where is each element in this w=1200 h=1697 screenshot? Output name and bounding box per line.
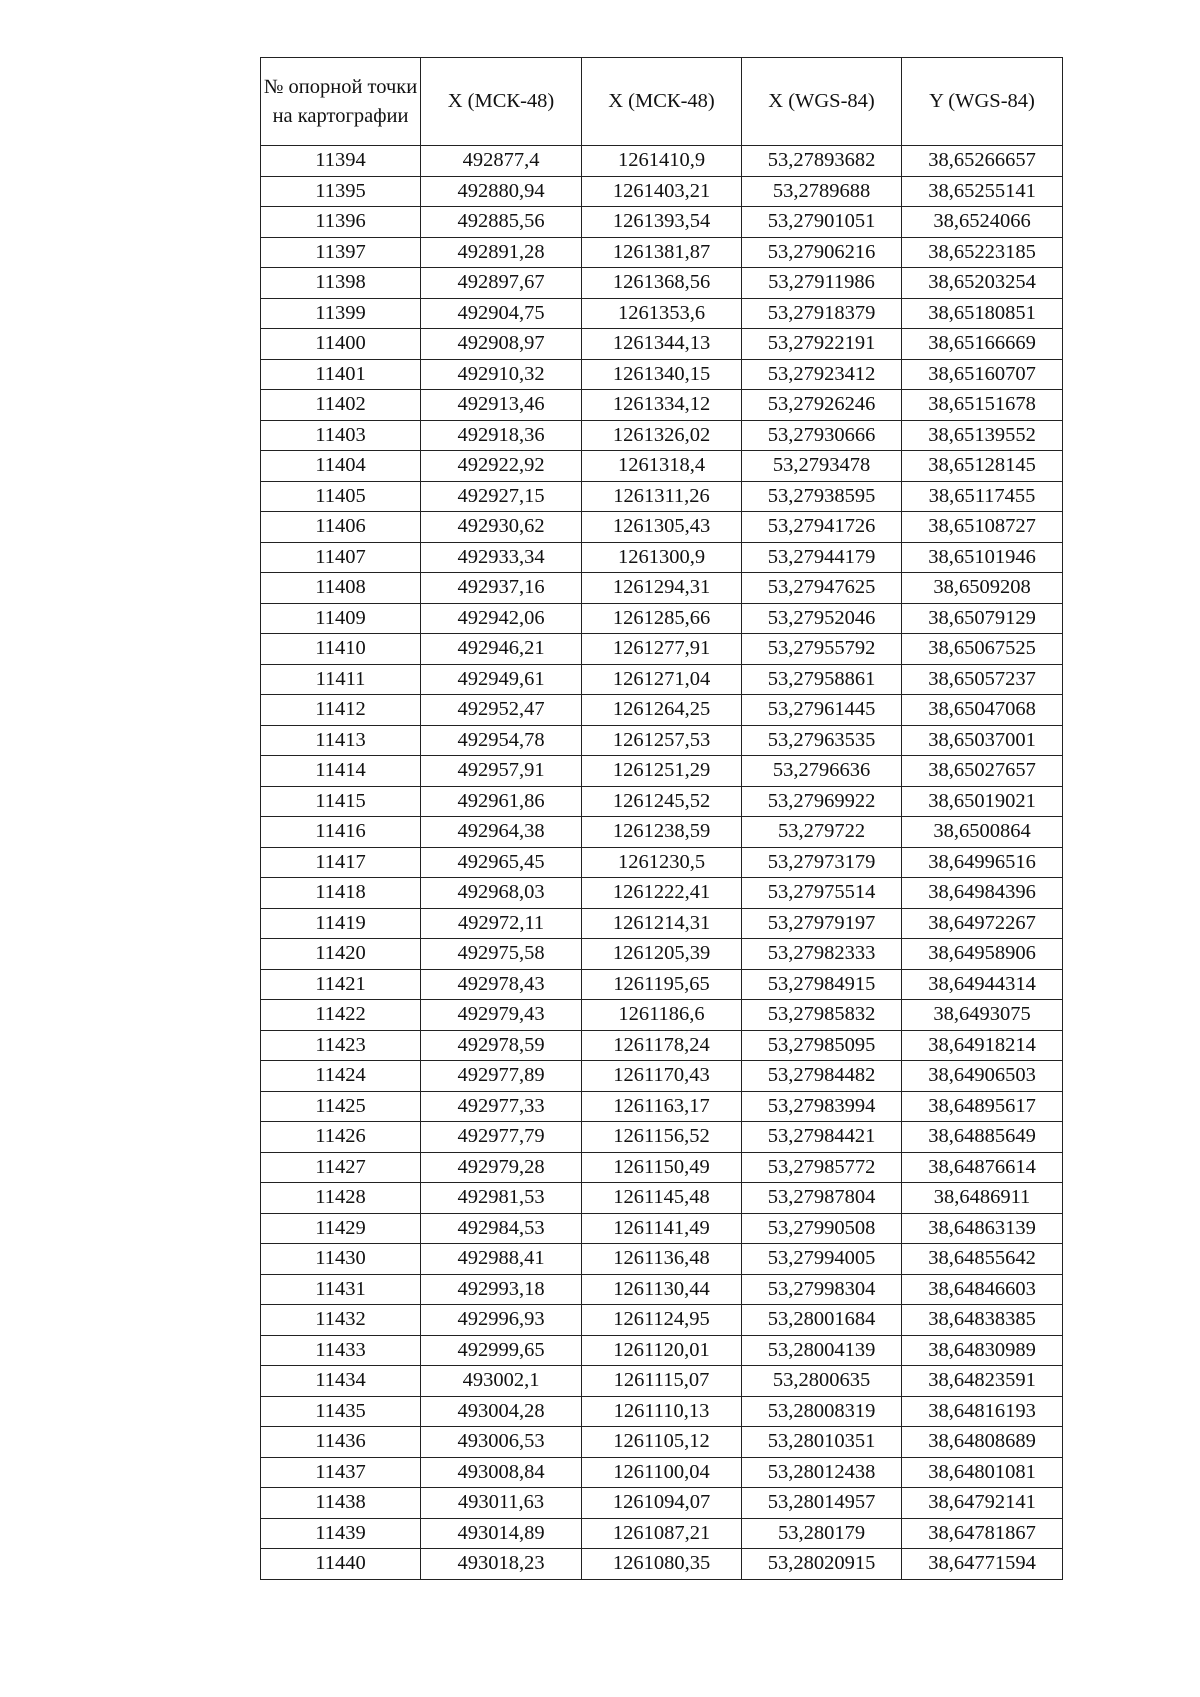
cell-point-number: 11407: [261, 542, 421, 573]
cell-x-wgs84: 53,28014957: [742, 1488, 902, 1519]
table-row: [261, 451, 1063, 482]
cell-x-msk48-second: 1261163,17: [582, 1091, 742, 1122]
cell-y-wgs84: 38,65037001: [902, 725, 1063, 756]
cell-y-wgs84: 38,6509208: [902, 573, 1063, 604]
cell-x-msk48: 492999,65: [421, 1335, 582, 1366]
cell-y-wgs84: 38,65180851: [902, 298, 1063, 329]
cell-x-msk48-second: 1261311,26: [582, 481, 742, 512]
cell-x-msk48-second: 1261178,24: [582, 1030, 742, 1061]
table-row: [261, 237, 1063, 268]
cell-x-wgs84: 53,27990508: [742, 1213, 902, 1244]
cell-point-number: 11431: [261, 1274, 421, 1305]
table-header-row: [261, 58, 1063, 146]
cell-y-wgs84: 38,65108727: [902, 512, 1063, 543]
cell-x-msk48: 492965,45: [421, 847, 582, 878]
cell-y-wgs84: 38,64895617: [902, 1091, 1063, 1122]
cell-x-wgs84: 53,2793478: [742, 451, 902, 482]
cell-x-msk48: 493004,28: [421, 1396, 582, 1427]
cell-x-msk48-second: 1261120,01: [582, 1335, 742, 1366]
table-row: [261, 359, 1063, 390]
cell-x-wgs84: 53,28004139: [742, 1335, 902, 1366]
table-row: [261, 756, 1063, 787]
cell-x-wgs84: 53,28010351: [742, 1427, 902, 1458]
table-row: [261, 1091, 1063, 1122]
table-row: [261, 390, 1063, 421]
cell-y-wgs84: 38,64996516: [902, 847, 1063, 878]
cell-point-number: 11427: [261, 1152, 421, 1183]
cell-point-number: 11429: [261, 1213, 421, 1244]
table-row: [261, 542, 1063, 573]
cell-x-msk48-second: 1261410,9: [582, 146, 742, 177]
cell-x-msk48: 492954,78: [421, 725, 582, 756]
cell-y-wgs84: 38,65223185: [902, 237, 1063, 268]
cell-y-wgs84: 38,64885649: [902, 1122, 1063, 1153]
table-row: [261, 1030, 1063, 1061]
cell-x-msk48: 492930,62: [421, 512, 582, 543]
cell-point-number: 11440: [261, 1549, 421, 1580]
cell-x-msk48: 492957,91: [421, 756, 582, 787]
cell-x-msk48-second: 1261170,43: [582, 1061, 742, 1092]
cell-x-msk48: 492968,03: [421, 878, 582, 909]
cell-x-msk48: 492913,46: [421, 390, 582, 421]
cell-y-wgs84: 38,64823591: [902, 1366, 1063, 1397]
cell-x-wgs84: 53,27926246: [742, 390, 902, 421]
cell-x-msk48-second: 1261368,56: [582, 268, 742, 299]
table-row: [261, 329, 1063, 360]
cell-x-msk48: 492910,32: [421, 359, 582, 390]
cell-x-wgs84: 53,27947625: [742, 573, 902, 604]
table-row: [261, 298, 1063, 329]
cell-y-wgs84: 38,64830989: [902, 1335, 1063, 1366]
cell-x-msk48: 492908,97: [421, 329, 582, 360]
table-row: [261, 207, 1063, 238]
cell-point-number: 11402: [261, 390, 421, 421]
cell-x-wgs84: 53,27969922: [742, 786, 902, 817]
cell-x-wgs84: 53,27973179: [742, 847, 902, 878]
cell-x-msk48-second: 1261326,02: [582, 420, 742, 451]
cell-y-wgs84: 38,6524066: [902, 207, 1063, 238]
cell-x-msk48-second: 1261403,21: [582, 176, 742, 207]
cell-x-msk48-second: 1261294,31: [582, 573, 742, 604]
cell-x-msk48: 492918,36: [421, 420, 582, 451]
cell-x-msk48: 492977,79: [421, 1122, 582, 1153]
cell-x-msk48: 492949,61: [421, 664, 582, 695]
cell-point-number: 11436: [261, 1427, 421, 1458]
table-row: [261, 1366, 1063, 1397]
cell-y-wgs84: 38,64846603: [902, 1274, 1063, 1305]
cell-point-number: 11395: [261, 176, 421, 207]
cell-x-msk48-second: 1261271,04: [582, 664, 742, 695]
cell-point-number: 11428: [261, 1183, 421, 1214]
cell-y-wgs84: 38,64972267: [902, 908, 1063, 939]
cell-x-msk48-second: 1261381,87: [582, 237, 742, 268]
table-row: [261, 1457, 1063, 1488]
cell-x-wgs84: 53,27923412: [742, 359, 902, 390]
cell-x-msk48-second: 1261251,29: [582, 756, 742, 787]
cell-y-wgs84: 38,65117455: [902, 481, 1063, 512]
cell-y-wgs84: 38,65151678: [902, 390, 1063, 421]
cell-x-msk48-second: 1261141,49: [582, 1213, 742, 1244]
cell-x-msk48-second: 1261222,41: [582, 878, 742, 909]
cell-y-wgs84: 38,64771594: [902, 1549, 1063, 1580]
cell-y-wgs84: 38,65266657: [902, 146, 1063, 177]
cell-x-wgs84: 53,27984421: [742, 1122, 902, 1153]
cell-x-msk48-second: 1261305,43: [582, 512, 742, 543]
cell-x-wgs84: 53,27984482: [742, 1061, 902, 1092]
cell-x-msk48: 492877,4: [421, 146, 582, 177]
cell-x-msk48: 492979,43: [421, 1000, 582, 1031]
cell-point-number: 11399: [261, 298, 421, 329]
cell-x-msk48-second: 1261100,04: [582, 1457, 742, 1488]
cell-x-wgs84: 53,27987804: [742, 1183, 902, 1214]
header-y-wgs84: Y (WGS-84): [902, 58, 1063, 146]
table-row: [261, 1183, 1063, 1214]
cell-x-msk48: 493018,23: [421, 1549, 582, 1580]
cell-x-wgs84: 53,27998304: [742, 1274, 902, 1305]
cell-point-number: 11405: [261, 481, 421, 512]
cell-x-msk48: 492984,53: [421, 1213, 582, 1244]
cell-x-msk48: 492996,93: [421, 1305, 582, 1336]
table-row: [261, 1000, 1063, 1031]
cell-x-wgs84: 53,280179: [742, 1518, 902, 1549]
table-row: [261, 1549, 1063, 1580]
cell-y-wgs84: 38,64906503: [902, 1061, 1063, 1092]
cell-x-msk48-second: 1261344,13: [582, 329, 742, 360]
cell-x-msk48-second: 1261087,21: [582, 1518, 742, 1549]
table-row: [261, 176, 1063, 207]
cell-x-msk48-second: 1261264,25: [582, 695, 742, 726]
cell-y-wgs84: 38,65079129: [902, 603, 1063, 634]
cell-x-wgs84: 53,27984915: [742, 969, 902, 1000]
table-row: [261, 1488, 1063, 1519]
cell-x-wgs84: 53,27975514: [742, 878, 902, 909]
cell-x-msk48: 492885,56: [421, 207, 582, 238]
table-row: [261, 1427, 1063, 1458]
cell-x-msk48: 492891,28: [421, 237, 582, 268]
cell-x-wgs84: 53,279722: [742, 817, 902, 848]
cell-x-msk48-second: 1261340,15: [582, 359, 742, 390]
cell-y-wgs84: 38,65019021: [902, 786, 1063, 817]
cell-x-wgs84: 53,27944179: [742, 542, 902, 573]
table-row: [261, 146, 1063, 177]
cell-point-number: 11394: [261, 146, 421, 177]
cell-y-wgs84: 38,64918214: [902, 1030, 1063, 1061]
cell-point-number: 11433: [261, 1335, 421, 1366]
cell-y-wgs84: 38,64876614: [902, 1152, 1063, 1183]
cell-point-number: 11434: [261, 1366, 421, 1397]
cell-x-wgs84: 53,27922191: [742, 329, 902, 360]
table-row: [261, 512, 1063, 543]
table-row: [261, 1305, 1063, 1336]
cell-point-number: 11401: [261, 359, 421, 390]
cell-point-number: 11404: [261, 451, 421, 482]
cell-point-number: 11437: [261, 1457, 421, 1488]
cell-point-number: 11430: [261, 1244, 421, 1275]
table-row: [261, 817, 1063, 848]
cell-point-number: 11418: [261, 878, 421, 909]
cell-y-wgs84: 38,65067525: [902, 634, 1063, 665]
cell-x-msk48-second: 1261238,59: [582, 817, 742, 848]
cell-y-wgs84: 38,65057237: [902, 664, 1063, 695]
cell-x-msk48-second: 1261300,9: [582, 542, 742, 573]
cell-x-msk48-second: 1261334,12: [582, 390, 742, 421]
cell-x-msk48: 492904,75: [421, 298, 582, 329]
cell-x-msk48: 492978,59: [421, 1030, 582, 1061]
cell-x-msk48-second: 1261230,5: [582, 847, 742, 878]
cell-x-msk48-second: 1261393,54: [582, 207, 742, 238]
cell-point-number: 11425: [261, 1091, 421, 1122]
cell-x-msk48: 492937,16: [421, 573, 582, 604]
cell-x-wgs84: 53,27985095: [742, 1030, 902, 1061]
cell-x-msk48-second: 1261214,31: [582, 908, 742, 939]
cell-point-number: 11396: [261, 207, 421, 238]
cell-y-wgs84: 38,64792141: [902, 1488, 1063, 1519]
cell-y-wgs84: 38,64984396: [902, 878, 1063, 909]
cell-x-msk48-second: 1261186,6: [582, 1000, 742, 1031]
cell-point-number: 11424: [261, 1061, 421, 1092]
cell-y-wgs84: 38,65255141: [902, 176, 1063, 207]
cell-point-number: 11397: [261, 237, 421, 268]
cell-y-wgs84: 38,65203254: [902, 268, 1063, 299]
cell-point-number: 11420: [261, 939, 421, 970]
table-row: [261, 878, 1063, 909]
cell-x-wgs84: 53,28001684: [742, 1305, 902, 1336]
cell-x-wgs84: 53,27958861: [742, 664, 902, 695]
cell-x-msk48-second: 1261105,12: [582, 1427, 742, 1458]
cell-point-number: 11419: [261, 908, 421, 939]
cell-y-wgs84: 38,6500864: [902, 817, 1063, 848]
cell-x-msk48-second: 1261124,95: [582, 1305, 742, 1336]
cell-x-msk48: 492978,43: [421, 969, 582, 1000]
cell-x-wgs84: 53,27952046: [742, 603, 902, 634]
cell-x-wgs84: 53,27893682: [742, 146, 902, 177]
table-row: [261, 420, 1063, 451]
cell-point-number: 11414: [261, 756, 421, 787]
cell-point-number: 11413: [261, 725, 421, 756]
cell-x-msk48: 492993,18: [421, 1274, 582, 1305]
table-row: [261, 573, 1063, 604]
cell-x-msk48: 493002,1: [421, 1366, 582, 1397]
cell-x-msk48: 492975,58: [421, 939, 582, 970]
table-row: [261, 786, 1063, 817]
cell-x-msk48: 493006,53: [421, 1427, 582, 1458]
cell-x-msk48: 492942,06: [421, 603, 582, 634]
cell-point-number: 11426: [261, 1122, 421, 1153]
cell-x-msk48-second: 1261130,44: [582, 1274, 742, 1305]
cell-x-wgs84: 53,28020915: [742, 1549, 902, 1580]
cell-y-wgs84: 38,64944314: [902, 969, 1063, 1000]
cell-x-msk48: 492897,67: [421, 268, 582, 299]
cell-y-wgs84: 38,64808689: [902, 1427, 1063, 1458]
table-row: [261, 1396, 1063, 1427]
cell-y-wgs84: 38,64958906: [902, 939, 1063, 970]
table-row: [261, 1518, 1063, 1549]
cell-x-msk48: 492988,41: [421, 1244, 582, 1275]
cell-x-msk48-second: 1261156,52: [582, 1122, 742, 1153]
cell-x-msk48-second: 1261150,49: [582, 1152, 742, 1183]
cell-point-number: 11412: [261, 695, 421, 726]
cell-x-msk48-second: 1261094,07: [582, 1488, 742, 1519]
cell-x-msk48: 492927,15: [421, 481, 582, 512]
cell-x-msk48: 492946,21: [421, 634, 582, 665]
cell-x-msk48: 492880,94: [421, 176, 582, 207]
cell-point-number: 11415: [261, 786, 421, 817]
cell-x-msk48: 492972,11: [421, 908, 582, 939]
table-row: [261, 481, 1063, 512]
cell-y-wgs84: 38,64838385: [902, 1305, 1063, 1336]
cell-x-msk48: 492977,89: [421, 1061, 582, 1092]
table-row: [261, 1335, 1063, 1366]
coordinates-table: [260, 57, 1063, 1580]
table-row: [261, 664, 1063, 695]
table-row: [261, 1274, 1063, 1305]
table-row: [261, 1061, 1063, 1092]
table-row: [261, 847, 1063, 878]
cell-x-wgs84: 53,28012438: [742, 1457, 902, 1488]
table-row: [261, 695, 1063, 726]
cell-point-number: 11438: [261, 1488, 421, 1519]
cell-y-wgs84: 38,6493075: [902, 1000, 1063, 1031]
cell-x-msk48: 492952,47: [421, 695, 582, 726]
cell-y-wgs84: 38,6486911: [902, 1183, 1063, 1214]
table-row: [261, 725, 1063, 756]
cell-point-number: 11416: [261, 817, 421, 848]
cell-y-wgs84: 38,65160707: [902, 359, 1063, 390]
cell-point-number: 11439: [261, 1518, 421, 1549]
cell-x-wgs84: 53,2789688: [742, 176, 902, 207]
cell-x-msk48-second: 1261080,35: [582, 1549, 742, 1580]
cell-point-number: 11423: [261, 1030, 421, 1061]
cell-x-wgs84: 53,27941726: [742, 512, 902, 543]
cell-y-wgs84: 38,65101946: [902, 542, 1063, 573]
cell-point-number: 11406: [261, 512, 421, 543]
cell-x-msk48: 493011,63: [421, 1488, 582, 1519]
table-row: [261, 1244, 1063, 1275]
cell-y-wgs84: 38,65139552: [902, 420, 1063, 451]
cell-y-wgs84: 38,64863139: [902, 1213, 1063, 1244]
cell-x-msk48: 493014,89: [421, 1518, 582, 1549]
cell-point-number: 11398: [261, 268, 421, 299]
cell-x-wgs84: 53,27930666: [742, 420, 902, 451]
cell-point-number: 11400: [261, 329, 421, 360]
cell-x-wgs84: 53,27901051: [742, 207, 902, 238]
cell-x-wgs84: 53,27983994: [742, 1091, 902, 1122]
cell-x-msk48-second: 1261195,65: [582, 969, 742, 1000]
cell-x-msk48: 493008,84: [421, 1457, 582, 1488]
cell-point-number: 11432: [261, 1305, 421, 1336]
table-row: [261, 939, 1063, 970]
cell-x-msk48-second: 1261205,39: [582, 939, 742, 970]
cell-x-msk48-second: 1261110,13: [582, 1396, 742, 1427]
cell-x-wgs84: 53,27938595: [742, 481, 902, 512]
cell-point-number: 11408: [261, 573, 421, 604]
header-point-number: № опорной точки на картографии: [261, 58, 421, 146]
cell-x-wgs84: 53,27911986: [742, 268, 902, 299]
cell-x-msk48-second: 1261145,48: [582, 1183, 742, 1214]
header-x-msk48: X (МСК-48): [421, 58, 582, 146]
cell-x-wgs84: 53,27918379: [742, 298, 902, 329]
cell-x-msk48-second: 1261136,48: [582, 1244, 742, 1275]
cell-x-wgs84: 53,27963535: [742, 725, 902, 756]
table-body: [261, 146, 1063, 1580]
cell-x-msk48-second: 1261277,91: [582, 634, 742, 665]
cell-x-msk48: 492981,53: [421, 1183, 582, 1214]
cell-y-wgs84: 38,65027657: [902, 756, 1063, 787]
cell-x-msk48: 492933,34: [421, 542, 582, 573]
cell-x-wgs84: 53,27955792: [742, 634, 902, 665]
cell-x-msk48-second: 1261353,6: [582, 298, 742, 329]
table-row: [261, 268, 1063, 299]
cell-point-number: 11435: [261, 1396, 421, 1427]
cell-x-wgs84: 53,28008319: [742, 1396, 902, 1427]
cell-x-msk48-second: 1261245,52: [582, 786, 742, 817]
cell-x-msk48: 492961,86: [421, 786, 582, 817]
cell-x-msk48: 492979,28: [421, 1152, 582, 1183]
cell-point-number: 11410: [261, 634, 421, 665]
cell-y-wgs84: 38,64816193: [902, 1396, 1063, 1427]
cell-y-wgs84: 38,65128145: [902, 451, 1063, 482]
header-x-msk48-second: X (МСК-48): [582, 58, 742, 146]
cell-x-wgs84: 53,27985832: [742, 1000, 902, 1031]
table-row: [261, 1122, 1063, 1153]
cell-x-wgs84: 53,27979197: [742, 908, 902, 939]
cell-x-msk48-second: 1261285,66: [582, 603, 742, 634]
cell-x-wgs84: 53,27906216: [742, 237, 902, 268]
cell-x-wgs84: 53,27961445: [742, 695, 902, 726]
cell-x-wgs84: 53,2800635: [742, 1366, 902, 1397]
header-x-wgs84: X (WGS-84): [742, 58, 902, 146]
cell-y-wgs84: 38,64801081: [902, 1457, 1063, 1488]
cell-x-msk48: 492977,33: [421, 1091, 582, 1122]
cell-point-number: 11403: [261, 420, 421, 451]
cell-point-number: 11417: [261, 847, 421, 878]
cell-x-wgs84: 53,27994005: [742, 1244, 902, 1275]
cell-y-wgs84: 38,65047068: [902, 695, 1063, 726]
cell-point-number: 11409: [261, 603, 421, 634]
table-row: [261, 1152, 1063, 1183]
document-page: [260, 57, 1063, 1580]
cell-y-wgs84: 38,64781867: [902, 1518, 1063, 1549]
table-row: [261, 1213, 1063, 1244]
cell-x-msk48: 492922,92: [421, 451, 582, 482]
cell-x-wgs84: 53,27985772: [742, 1152, 902, 1183]
cell-x-wgs84: 53,2796636: [742, 756, 902, 787]
cell-x-msk48: 492964,38: [421, 817, 582, 848]
table-row: [261, 603, 1063, 634]
cell-point-number: 11422: [261, 1000, 421, 1031]
cell-y-wgs84: 38,65166669: [902, 329, 1063, 360]
table-row: [261, 969, 1063, 1000]
cell-y-wgs84: 38,64855642: [902, 1244, 1063, 1275]
cell-point-number: 11421: [261, 969, 421, 1000]
cell-point-number: 11411: [261, 664, 421, 695]
cell-x-msk48-second: 1261115,07: [582, 1366, 742, 1397]
cell-x-wgs84: 53,27982333: [742, 939, 902, 970]
cell-x-msk48-second: 1261318,4: [582, 451, 742, 482]
table-row: [261, 634, 1063, 665]
table-row: [261, 908, 1063, 939]
cell-x-msk48-second: 1261257,53: [582, 725, 742, 756]
